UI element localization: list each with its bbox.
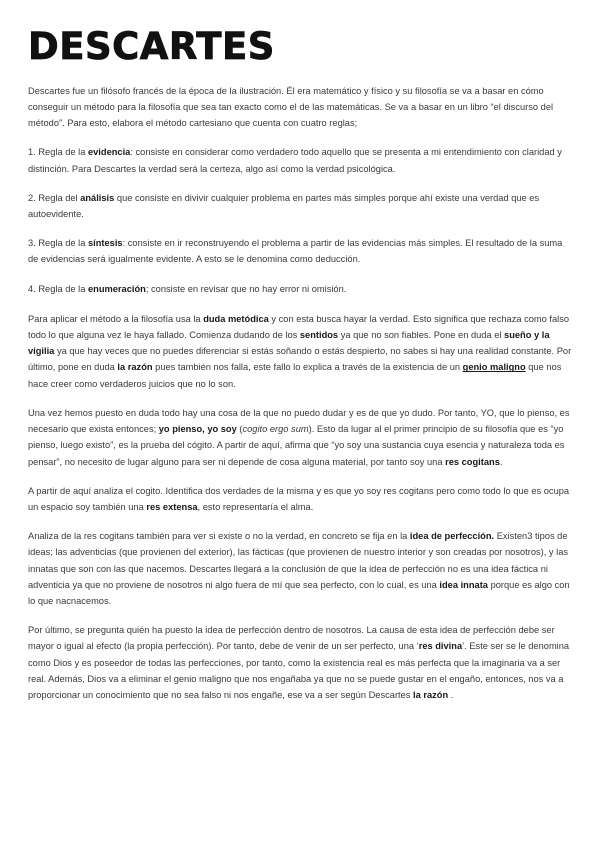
idea-perfeccion-term: idea de perfección. (409, 531, 495, 542)
sintesis-term: síntesis (87, 238, 123, 249)
sentidos-term: sentidos (299, 330, 339, 341)
res-divina-paragraph: Por último, se pregunta quién ha puesto la idea de perfección dentro de nosotros. La causa de esta idea de perfección debe ser mayor o igual al efecto (la propia perfección). Por tanto, debe de venir de un ser perfecto, una ‘res divina’. Este ser se le denomina como Dios y es poseedor de todas las perfecciones, por tanto, como la existencia real es más perfecta que la imaginaria va a ser real. Además, Dios va a eliminar el genio maligno que nos engañaba ya que no se puede gustar en el engaño, entonces, nos va a proporcionar un conocimiento que no sea falso ni nos engañe, ese va a ser según Descartes la razón . (28, 625, 570, 700)
intro-paragraph: Descartes fue un filósofo francés de la época de la ilustración. Él era matemático y físico y su filosofía se va a basar en cómo conseguir un método para la filosofía que sea tan exacto como el de las matemáticas. Se va a basar en un libro “el discurso del método”. Para esto, elabora el método cartesiano que cuenta con cuatro reglas; (28, 85, 554, 129)
analisis-term: análisis (80, 192, 115, 203)
page-title: DESCARTES (28, 25, 275, 68)
genio-maligno-term: genio maligno (462, 362, 526, 373)
sueno-vigilia-term: sueño y la vigilia (28, 330, 550, 357)
res-cogitans-term: res cogitans (445, 456, 500, 467)
res-divina-term: res divina (418, 641, 463, 652)
duda-metodica-term: duda metódica (203, 313, 269, 324)
yo-pienso-term: yo pienso, yo soy (158, 424, 237, 435)
rule-enumeracion-paragraph: 4. Regla de la enumeración; consiste en revisar que no hay error ni omisión. (28, 283, 347, 294)
evidencia-term: evidencia (87, 147, 131, 158)
cogito-ergo-sum-term: cogito ergo sum (242, 424, 309, 435)
rule-sintesis-paragraph: 3. Regla de la síntesis: consiste en ir reconstruyendo el problema a partir de las evidencias más simples. El resultado de la suma de evidencias será igualmente evidente. A esto se le denomina como deducción. (28, 238, 563, 265)
res-extensa-term: res extensa (146, 501, 198, 512)
rule-analisis-paragraph: 2. Regla del análisis que consiste en divivir cualquier problema en partes más simples porque ahí existe una verdad que es autoevidente. (28, 192, 540, 220)
cogito-paragraph: Una vez hemos puesto en duda todo hay una cosa de la que no puedo dudar y es de que yo dudo. Por tanto, YO, que lo pienso, es necesario que exista entonces; yo pienso, yo soy (cogito ergo sum). Esto da lugar al el primer principio de su filosofía que es “yo pienso, luego existo”, es la prueba del cógito. A partir de aquí, afirma que “yo soy una sustancia cuya esencia y naturaleza toda es pensar”, no necesito de lugar alguno para ser ni depende de cosa alguna material, por tanto soy una res cogitans. (28, 407, 570, 467)
idea-innata-term: idea innata (439, 579, 488, 590)
enumeracion-term: enumeración (87, 283, 146, 294)
idea-perfeccion-paragraph: Analiza de la res cogitans también para ver si existe o no la verdad, en concreto se fija en la idea de perfección. Existen3 tipos de ideas; las adventicias (que provienen del exterior), las fácticas (que provienen de nuestro interior y son creadas por nosotros), y las innatas que son con las que nacemos. Descartes llegará a la conclusión de que la idea de perfección no es una idea fáctica ni adventicia ya que no proviene de nosotros ni algo fuera de mí que sea perfecto, con lo cual, es una idea innata porque es algo con lo que nacnacemos. (28, 531, 570, 606)
la-razon-term: la razón (413, 689, 449, 700)
rule-evidencia-paragraph: 1. Regla de la evidencia: consiste en considerar como verdadero todo aquello que se presenta a mi entendimiento con claridad y distinción. Para Descartes la verdad será la certeza, algo así como la verdad psicológica. (28, 147, 562, 174)
res-extensa-paragraph: A partir de aquí analiza el cogito. Identifica dos verdades de la misma y es que yo soy res cogitans pero como todo lo que es ocupa un espacio soy también una res extensa, esto representaría el alma. (28, 485, 570, 512)
duda-metodica-paragraph: Para aplicar el método a la filosofía usa la duda metódica y con esta busca hayar la verdad. Esto significa que rechaza como falso todo lo que alguna vez le haya fallado. Comienza dudando de los sentidos ya que no son fiables. Pone en duda el sueño y la vigilia ya que hay veces que no puedes diferenciar si estás soñando o estás despierto, no sabes si hay una realidad constante. Por último, pone en duda la razón pues también nos falla, este fallo lo explica a través de la existencia de un genio maligno que nos hace creer como verdaderos juicios que no lo son. (28, 313, 572, 389)
razon-term: la razón (117, 362, 153, 373)
